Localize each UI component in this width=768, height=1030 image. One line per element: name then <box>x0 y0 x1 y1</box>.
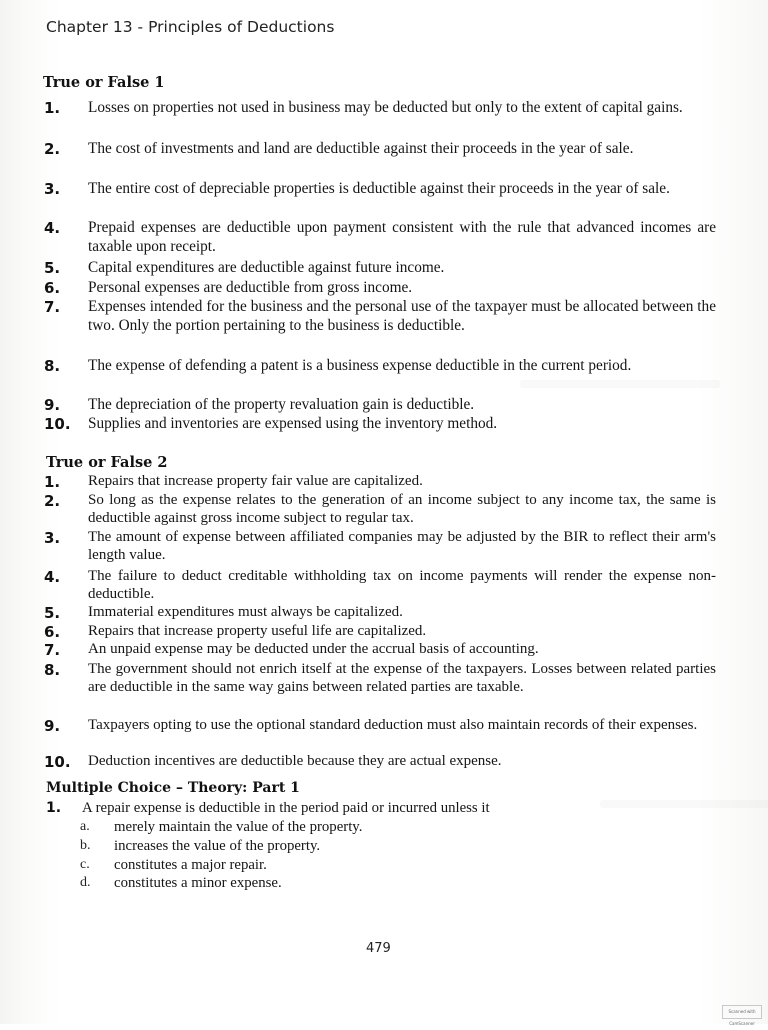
item-number: 2. <box>44 140 61 158</box>
item-number: 4. <box>44 219 61 237</box>
item-text: Personal expenses are deductible from gross income. <box>88 279 413 296</box>
item-text: Prepaid expenses are deductible upon payment consistent with the rule that advanced incomes are taxable upon receipt. <box>88 219 716 255</box>
list-item <box>44 491 716 527</box>
choice-c <box>80 857 267 874</box>
item-number: 3. <box>44 180 61 198</box>
item-number: 5. <box>44 604 61 622</box>
item-text: An unpaid expense may be deducted under the accrual basis of accounting. <box>88 641 539 657</box>
item-number: 10. <box>44 415 71 433</box>
item-text: The expense of defending a patent is a business expense deductible in the current period. <box>88 357 632 374</box>
item-number: 1. <box>46 800 62 816</box>
item-text: Taxpayers opting to use the optional standard deduction must also maintain records of their expenses. <box>88 717 698 733</box>
choice-a <box>80 819 362 836</box>
item-text: The failure to deduct creditable withholding tax on income payments will render the expense non-deductible. <box>88 568 716 602</box>
list-item <box>44 660 716 696</box>
item-number: 6. <box>44 623 61 641</box>
item-text: So long as the expense relates to the generation of an income subject to any income tax, the same is deductible against gross income subject to regular tax. <box>88 492 716 526</box>
item-number: 3. <box>44 529 61 547</box>
item-text: Supplies and inventories are expensed using the inventory method. <box>88 415 498 432</box>
list-item <box>44 567 716 603</box>
page-number: 479 <box>366 941 391 956</box>
item-text: The entire cost of depreciable properties is deductible against their proceeds in the year of sale. <box>88 180 670 197</box>
item-text: The amount of expense between affiliated companies may be adjusted by the BIR to reflect their arm's length value. <box>88 529 716 563</box>
list-item <box>44 395 716 414</box>
item-number: 7. <box>44 641 61 659</box>
item-number: 9. <box>44 717 61 735</box>
section-title: True or False 2 <box>46 454 168 471</box>
section-title: Multiple Choice – Theory: Part 1 <box>46 780 300 796</box>
item-number: 2. <box>44 492 61 510</box>
item-text: The cost of investments and land are deductible against their proceeds in the year of sale. <box>88 140 634 157</box>
list-item <box>44 218 716 256</box>
item-number: 4. <box>44 568 61 586</box>
item-number: 1. <box>44 99 61 117</box>
item-text: The government should not enrich itself at the expense of the taxpayers. Losses between related parties are deductible in the same way gains between related parties are taxable. <box>88 661 716 695</box>
item-number: 7. <box>44 298 61 316</box>
choice-letter: b. <box>80 838 91 853</box>
list-item <box>44 278 716 297</box>
choice-text: increases the value of the property. <box>114 838 321 854</box>
item-text: Capital expenditures are deductible against future income. <box>88 259 445 276</box>
list-item <box>44 297 716 335</box>
list-item <box>44 258 716 277</box>
bleed-through-text <box>520 380 720 388</box>
list-item <box>46 799 718 817</box>
item-number: 6. <box>44 279 61 297</box>
list-item <box>44 752 716 770</box>
choice-d <box>80 875 282 892</box>
item-number: 8. <box>44 357 61 375</box>
choice-text: constitutes a minor expense. <box>114 875 282 891</box>
item-number: 1. <box>44 473 61 491</box>
list-item <box>44 414 716 433</box>
choice-letter: d. <box>80 875 91 890</box>
item-number: 9. <box>44 396 61 414</box>
choice-text: merely maintain the value of the property. <box>114 819 363 835</box>
chapter-header: Chapter 13 - Principles of Deductions <box>46 18 335 36</box>
choice-letter: c. <box>80 857 90 872</box>
item-text: Immaterial expenditures must always be capitalized. <box>88 604 403 620</box>
list-item <box>44 179 716 198</box>
item-text: The depreciation of the property revaluation gain is deductible. <box>88 396 475 413</box>
list-item <box>44 356 716 375</box>
section-title: True or False 1 <box>43 74 165 91</box>
list-item <box>44 139 716 158</box>
list-item <box>44 472 716 490</box>
item-text: Losses on properties not used in business may be deducted but only to the extent of capital gains. <box>88 99 683 116</box>
list-item <box>44 528 716 564</box>
choice-letter: a. <box>80 819 90 834</box>
scanner-watermark <box>722 1005 762 1026</box>
item-text: Expenses intended for the business and the personal use of the taxpayer must be allocated between the two. Only the portion pertaining to the business is deductible. <box>88 298 716 334</box>
list-item <box>44 640 716 658</box>
item-text: Repairs that increase property useful life are capitalized. <box>88 623 427 639</box>
list-item <box>44 603 716 621</box>
item-text: A repair expense is deductible in the period paid or incurred unless it <box>82 800 490 816</box>
item-number: 10. <box>44 753 71 771</box>
scanner-badge-text: Scanned with CamScanner <box>728 1009 756 1026</box>
list-item <box>44 622 716 640</box>
choice-text: constitutes a major repair. <box>114 857 267 873</box>
item-text: Deduction incentives are deductible because they are actual expense. <box>88 753 502 769</box>
list-item <box>44 716 716 734</box>
item-text: Repairs that increase property fair value are capitalized. <box>88 473 423 489</box>
choice-b <box>80 838 320 855</box>
list-item <box>44 98 716 117</box>
item-number: 5. <box>44 259 61 277</box>
item-number: 8. <box>44 661 61 679</box>
